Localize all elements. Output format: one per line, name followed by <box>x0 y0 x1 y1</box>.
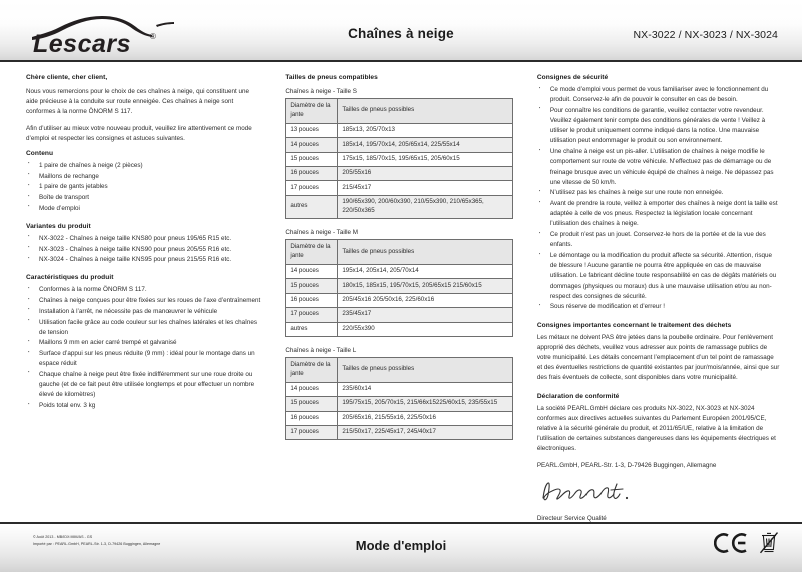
list-item: ▪ Avant de prendre la route, veillez à emporter des chaînes à neige dont la taille est adaptée à celle de vos pneus. Respectez la législation locale concernant l’utilisation des chaînes à neige. <box>537 199 780 230</box>
column-header-tire-sizes: Tailles de pneus possibles <box>338 99 512 124</box>
page-footer <box>0 522 802 572</box>
svg-text:®: ® <box>150 32 156 41</box>
column-header-rim-diameter: Diamètre de la jante <box>286 240 338 265</box>
waste-heading: Consignes importantes concernant le traitement des déchets <box>536 321 732 329</box>
tire-size-table-s <box>285 98 512 219</box>
cell-rim: 14 pouces <box>286 265 338 279</box>
cell-sizes: 185x13, 205/70x13 <box>338 123 512 137</box>
cell-rim: 17 pouces <box>286 425 338 439</box>
cell-sizes: 205/45x16 205/50x16, 225/60x16 <box>338 293 512 307</box>
cell-rim: 15 pouces <box>286 279 338 293</box>
list-item: ▪ Maillons de rechange <box>26 172 261 182</box>
list-item: ▪ Utilisation facile grâce au code couleur sur les chaînes latérales et les chaînes de tension <box>26 318 261 338</box>
cell-rim: autres <box>286 322 338 336</box>
column-left <box>26 74 261 413</box>
cell-sizes: 215/50x17, 225/45x17, 245/40x17 <box>338 425 512 439</box>
intro-paragraph-1: Nous vous remercions pour le choix de ces chaînes à neige, qui constituent une aide précieuse à la conduite sur route enneigée. Ces chaînes à neige sont conformes à la norme ÖNORM S 117. <box>26 88 249 116</box>
cell-sizes: 185x14, 195/70x14, 205/65x14, 225/55x14 <box>338 138 512 152</box>
table-caption-size-m: Chaînes à neige - Taille M <box>285 229 359 237</box>
variants-list <box>26 234 261 266</box>
list-item: ▪ Maillons 9 mm en acier carré trempé et galvanisé <box>26 338 261 348</box>
conformity-heading: Déclaration de conformité <box>536 392 620 400</box>
list-item: ▪ Chaque chaîne à neige peut être fixée indifféremment sur une roue droite ou gauche (et de ce fait peut être utilisée longtemps et pour effectuer un nombre élevé de kilomètres) <box>26 370 261 401</box>
list-item: ▪ Conformes à la norme ÖNORM S 117. <box>26 285 261 295</box>
footer-title: Mode d'emploi <box>355 538 447 553</box>
contents-list <box>26 161 261 214</box>
table-row <box>286 167 512 181</box>
column-header-rim-diameter: Diamètre de la jante <box>286 99 338 124</box>
ce-mark-icon <box>714 531 750 555</box>
table-row <box>286 265 512 279</box>
column-middle <box>285 74 512 442</box>
tire-size-table-l <box>285 357 512 440</box>
list-item: ▪ Pour connaître les conditions de garantie, veuillez contacter votre revendeur. Veuillez également tenir compte des conditions générales de vente ! Veillez à utiliser le produit uniquement comme indiqué dans la notice. Une mauvaise utilisation peut endommager le produit ou son environnement. <box>537 106 780 147</box>
table-row <box>286 138 512 152</box>
column-header-tire-sizes: Tailles de pneus possibles <box>338 357 512 382</box>
document-title: Chaînes à neige <box>348 26 454 41</box>
list-item: ▪ 1 paire de chaînes à neige (2 pièces) <box>26 161 261 171</box>
list-item: ▪ Boîte de transport <box>26 193 261 203</box>
list-item: ▪ NX-3024 - Chaînes à neige taille KNS95 pour pneus 215/55 R16 etc. <box>26 255 261 265</box>
salutation: Chère cliente, cher client, <box>26 74 108 81</box>
list-item: ▪ Poids total env. 3 kg <box>26 401 261 411</box>
cell-rim: 16 pouces <box>286 411 338 425</box>
table-caption-size-l: Chaînes à neige - Taille L <box>285 346 357 354</box>
table-header-row <box>286 99 512 124</box>
waste-text: Les métaux ne doivent PAS être jetées dans la poubelle ordinaire. Pour l’enlèvement approprié des déchets, veuillez vous adresser aux points de ramassage publics de votre municipalité. Les détails concernant l’emplacement d’un tel point de ramassage et des éventuelles restrictions de quantité existantes par jour/mois/année, ainsi que sur des frais éventuels de collecte, sont disponibles dans votre municipalité. <box>536 333 780 382</box>
safety-list <box>537 85 780 313</box>
list-item: ▪ N’utilisez pas les chaînes à neige sur une route non enneigée. <box>537 188 780 198</box>
signer-role: Directeur Service Qualité <box>536 514 607 522</box>
cell-sizes: 190/65x390, 200/60x390, 210/55x390, 210/65x365, 220/50x365 <box>338 195 512 218</box>
list-item: ▪ Ce produit n’est pas un jouet. Conservez-le hors de la portée et de la vue des enfants. <box>537 230 780 250</box>
table-row <box>286 397 512 411</box>
safety-heading: Consignes de sécurité <box>536 74 609 81</box>
company-address: PEARL.GmbH, PEARL-Str. 1-3, D-79426 Buggingen, Allemagne <box>536 461 717 469</box>
cell-rim: 17 pouces <box>286 308 338 322</box>
column-header-tire-sizes: Tailles de pneus possibles <box>338 240 512 265</box>
table-header-row <box>286 357 512 382</box>
column-header-rim-diameter: Diamètre de la jante <box>286 357 338 382</box>
tire-size-table-m <box>285 239 512 337</box>
table-row <box>286 382 512 396</box>
table-caption-size-s: Chaînes à neige - Taille S <box>285 88 357 95</box>
contents-heading: Contenu <box>26 149 54 157</box>
cell-sizes: 180x15, 185x15, 195/70x15, 205/65x15 215/60x15 <box>338 279 512 293</box>
model-numbers: NX-3022 / NX-3023 / NX-3024 <box>633 29 778 41</box>
table-row <box>286 123 512 137</box>
list-item: ▪ Sous réserve de modification et d’erreur ! <box>537 302 780 312</box>
list-item: ▪ Chaînes à neige conçues pour être fixées sur les roues de l’axe d’entraînement <box>26 296 261 306</box>
footer-copyright: © Août 2013 - MB/IDX:MIM/AS - GS <box>33 535 93 539</box>
list-item: ▪ NX-3023 - Chaînes à neige taille KNS90 pour pneus 205/55 R16 etc. <box>26 245 261 255</box>
weee-crossed-bin-icon <box>758 530 780 556</box>
cell-sizes: 205/65x16, 215/55x16, 225/50x16 <box>338 411 512 425</box>
cell-rim: 15 pouces <box>286 152 338 166</box>
cell-rim: 16 pouces <box>286 293 338 307</box>
table-row <box>286 195 512 218</box>
intro-paragraph-2: Afin d’utiliser au mieux votre nouveau produit, veuillez lire attentivement ce mode d’emploi et respecter les consignes et astuces suivantes. <box>26 124 252 142</box>
cell-rim: autres <box>286 195 338 218</box>
table-row <box>286 425 512 439</box>
signature-image <box>539 478 780 504</box>
cell-sizes: 175x15, 185/70x15, 195/65x15, 205/60x15 <box>338 152 512 166</box>
cell-sizes: 195x14, 205x14, 205/70x14 <box>338 265 512 279</box>
cell-rim: 14 pouces <box>286 138 338 152</box>
conformity-text: La société PEARL.GmbH déclare ces produits NX-3022, NX-3023 et NX-3024 conformes aux directives actuelles suivantes du Parlement Européen 2001/95/CE, relative à la sécurité générale du produit, et 2011/65/UE, relative à la limitation de l’utilisation de certaines substances dangereuses dans les équipements électriques et électroniques. <box>536 404 776 453</box>
table-row <box>286 293 512 307</box>
cell-sizes: 195/75x15, 205/70x15, 215/66x15225/60x15, 235/55x15 <box>338 397 512 411</box>
list-item: ▪ Une chaîne à neige est un pis-aller. L’utilisation de chaînes à neige modifie le comportement sur route de votre véhicule. N’effectuez pas de démarrage ou de freinage brusque avec un véhicule équipé de chaînes à neige. Ne dépassez pas une vitesse de 50 km/h. <box>537 147 780 188</box>
page-header <box>0 0 802 62</box>
cell-sizes: 235/60x14 <box>338 382 512 396</box>
column-right <box>537 74 780 534</box>
list-item: ▪ NX-3022 - Chaînes à neige taille KNS80 pour pneus 195/65 R15 etc. <box>26 234 261 244</box>
table-header-row <box>286 240 512 265</box>
footer-marks <box>714 530 780 556</box>
svg-text:Lescars: Lescars <box>33 30 132 55</box>
table-row <box>286 152 512 166</box>
list-item: ▪ Le démontage ou la modification du produit affecte sa sécurité. Attention, risque de blessure ! Aucune garantie ne pourra être appliquée en cas de mauvaise utilisation. Le fabricant décline toute responsabilité en cas de dégâts matériels ou dommages (physiques ou moraux) dus à une mauvaise utilisation et/ou au non-respect des consignes de sécurité. <box>537 251 780 302</box>
cell-rim: 15 pouces <box>286 397 338 411</box>
table-row <box>286 181 512 195</box>
list-item: ▪ Surface d’appui sur les pneus réduite (9 mm) : idéal pour le montage dans un espace réduit <box>26 349 261 369</box>
table-row <box>286 308 512 322</box>
cell-rim: 13 pouces <box>286 123 338 137</box>
list-item: ▪ Installation à l’arrêt, ne nécessite pas de manœuvrer le véhicule <box>26 307 261 317</box>
cell-rim: 16 pouces <box>286 167 338 181</box>
cell-sizes: 215/45x17 <box>338 181 512 195</box>
table-row <box>286 411 512 425</box>
cell-sizes: 235/45x17 <box>338 308 512 322</box>
list-item: ▪ Ce mode d’emploi vous permet de vous familiariser avec le fonctionnement du produit. Conservez-le afin de pouvoir le consulter en cas de besoin. <box>537 85 780 105</box>
list-item: ▪ 1 paire de gants jetables <box>26 182 261 192</box>
cell-rim: 14 pouces <box>286 382 338 396</box>
cell-rim: 17 pouces <box>286 181 338 195</box>
features-list <box>26 285 261 411</box>
list-item: ▪ Mode d’emploi <box>26 204 261 214</box>
tire-sizes-heading: Tailles de pneus compatibles <box>285 74 378 81</box>
footer-importer: Importé par : PEARL.GmbH, PEARL-Str. 1-3, D-79426 Buggingen, Allemagne <box>33 541 161 546</box>
page-content <box>0 64 802 522</box>
cell-sizes: 220/55x390 <box>338 322 512 336</box>
table-row <box>286 279 512 293</box>
cell-sizes: 205/55x16 <box>338 167 512 181</box>
features-heading: Caractéristiques du produit <box>26 274 114 282</box>
table-row <box>286 322 512 336</box>
variants-heading: Variantes du produit <box>26 222 91 230</box>
